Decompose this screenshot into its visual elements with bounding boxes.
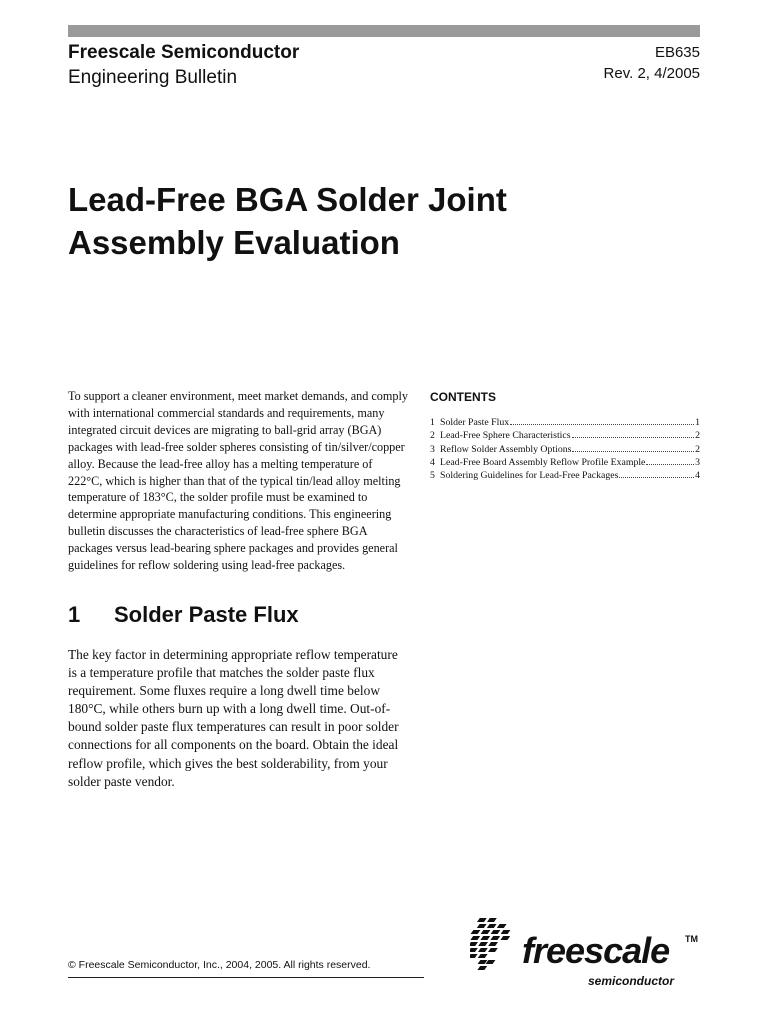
contents-entry-page: 4 <box>695 470 700 482</box>
contents-entry-label: Solder Paste Flux <box>440 417 510 428</box>
contents-entry-label: Reflow Solder Assembly Options <box>440 443 572 455</box>
logo-wordmark: freescale <box>522 930 670 971</box>
contents-leader <box>572 451 694 452</box>
section-title: Solder Paste Flux <box>114 601 299 627</box>
title-line-2: Assembly Evaluation <box>68 224 400 261</box>
contents-entry-number: 5 <box>430 470 435 482</box>
footer-rule <box>68 977 424 978</box>
title-line-1: Lead-Free BGA Solder Joint <box>68 181 507 218</box>
section-heading <box>68 600 408 630</box>
contents-entry-number: 1 <box>430 417 435 428</box>
contents-entry[interactable] <box>430 416 700 429</box>
contents-entry-page: 1 <box>695 417 700 428</box>
contents-leader <box>646 464 694 465</box>
document-type: Engineering Bulletin <box>68 67 238 88</box>
contents-entry[interactable] <box>430 456 700 469</box>
contents-leader <box>510 424 694 425</box>
header-rule <box>68 25 700 37</box>
contents-entry-label: Soldering Guidelines for Lead-Free Packages <box>440 470 619 482</box>
contents-leader <box>572 437 695 438</box>
logo-trademark: TM <box>685 934 698 944</box>
contents-entry[interactable] <box>430 469 700 482</box>
contents-leader <box>619 477 694 478</box>
main-column <box>68 388 408 791</box>
contents-entry-number: 4 <box>430 456 435 468</box>
freescale-logo <box>470 912 710 992</box>
contents-title: CONTENTS <box>430 390 496 404</box>
document-id <box>604 42 700 84</box>
section-paragraph: The key factor in determining appropriate reflow temperature is a temperature profile that matches the solder paste flux requirement. Some fluxes require a long dwell time below 180°C, while others burn up with a long dwell time. Out-of-bound solder paste flux temperatures can result in poor solder connections for all components on the board. Obtain the ideal reflow profile, which gives the best solderability, from your solder paste vendor. <box>68 646 399 789</box>
freescale-logo-icon <box>470 912 530 976</box>
contents-entry-label: Lead-Free Sphere Characteristics <box>440 430 571 442</box>
contents-entry-page: 2 <box>695 430 700 442</box>
contents-entry-label: Lead-Free Board Assembly Reflow Profile Example <box>440 456 646 468</box>
document-title <box>68 178 688 264</box>
contents-entry[interactable] <box>430 443 700 456</box>
logo-subtitle: semiconductor <box>588 974 675 988</box>
contents-list <box>430 416 700 482</box>
document-revision: Rev. 2, 4/2005 <box>603 65 700 82</box>
contents-entry-page: 2 <box>695 443 700 455</box>
copyright-notice: © Freescale Semiconductor, Inc., 2004, 2005. All rights reserved. <box>68 959 371 971</box>
contents-entry-number: 2 <box>430 430 435 442</box>
document-number: EB635 <box>654 44 700 61</box>
contents-panel <box>430 390 700 482</box>
section-number: 1 <box>68 601 81 627</box>
contents-entry-page: 3 <box>695 456 700 468</box>
contents-entry[interactable] <box>430 429 700 442</box>
company-name: Freescale Semiconductor <box>68 42 300 63</box>
intro-paragraph: To support a cleaner environment, meet market demands, and comply with international commercial standards and requirements, many integrated circuit devices are migrating to ball-grid array (BGA) packages with lead-free solder spheres consisting of tin/silver/copper alloy. Because the lead-free alloy has a melting temperature of 222°C, which is higher than that of the typical tin/lead alloy melting temperature of 183°C, the solder profile must be examined to determine appropriate manufacturing conditions. This engineering bulletin discusses the characteristics of lead-free sphere BGA packages versus lead-bearing sphere packages and provides general guidelines for reflow soldering using lead-free packages. <box>68 389 408 573</box>
contents-entry-number: 3 <box>430 443 435 455</box>
